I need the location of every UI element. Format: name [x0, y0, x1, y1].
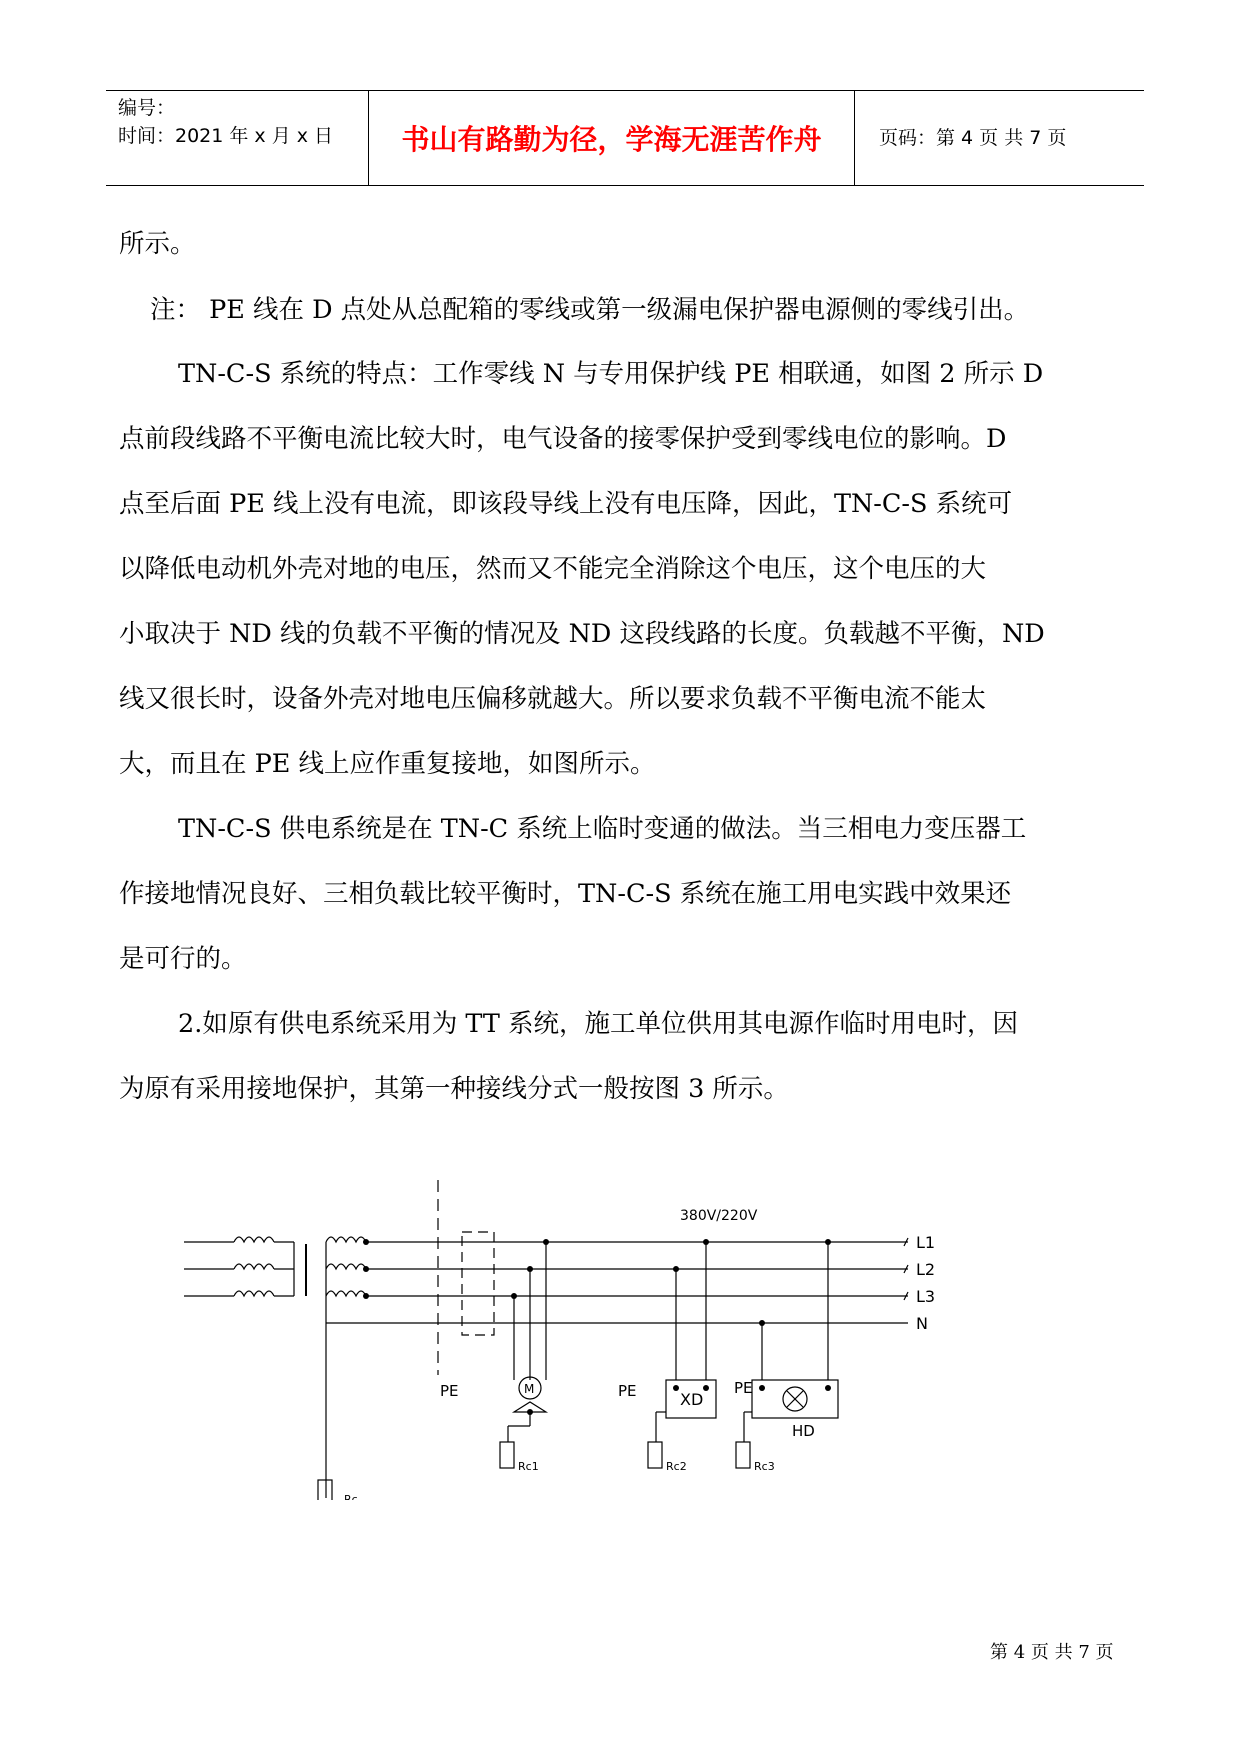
line-label-l1: L1 [916, 1233, 936, 1252]
wiring-diagram-svg [178, 1180, 968, 1500]
ground-label-rc: Rc [344, 1493, 358, 1500]
text-line: 2.如原有供电系统采用为 TT 系统，施工单位供用其电源作临时用电时，因 [178, 1009, 1019, 1039]
tt-wiring-diagram [178, 1180, 968, 1500]
distribution-box-label: XD [680, 1390, 704, 1409]
text-line: 作接地情况良好、三相负载比较平衡时，TN-C-S 系统在施工用电实践中效果还 [119, 879, 1012, 909]
pe-label-box: PE [618, 1382, 637, 1400]
line-label-n: N [916, 1314, 928, 1333]
text-line: 大，而且在 PE 线上应作重复接地，如图所示。 [119, 749, 656, 779]
voltage-label: 380V/220V [680, 1208, 758, 1224]
lamp-label: HD [792, 1422, 815, 1440]
text-line: 为原有采用接地保护，其第一种接线分式一般按图 3 所示。 [119, 1074, 789, 1104]
note-line: 注： PE 线在 D 点处从总配箱的零线或第一级漏电保护器电源侧的零线引出。 [150, 295, 1030, 325]
text-line: TN-C-S 系统的特点：工作零线 N 与专用保护线 PE 相联通，如图 2 所示 D [178, 359, 1044, 389]
header-motto: 书山有路勤为径，学海无涯苦作舟 [401, 123, 822, 156]
text-line: 是可行的。 [119, 944, 247, 974]
header-page-label: 页码：第 4 页 共 7 页 [879, 127, 1067, 149]
text-line: 以降低电动机外壳对地的电压，然而又不能完全消除这个电压，这个电压的大 [119, 554, 987, 584]
document-time-label: 时间：2021 年 x 月 x 日 [118, 125, 334, 147]
text-line: 线又很长时，设备外壳对地电压偏移就越大。所以要求负载不平衡电流不能太 [119, 684, 987, 714]
header-page-cell [855, 91, 1144, 185]
pe-label-motor: PE [440, 1382, 459, 1400]
ground-label-rc1: Rc1 [518, 1460, 539, 1473]
pe-label-lamp: PE [734, 1379, 753, 1397]
text-line: 点前段线路不平衡电流比较大时，电气设备的接零保护受到零线电位的影响。D [119, 424, 1007, 454]
document-header [106, 90, 1144, 186]
text-line: 小取决于 ND 线的负载不平衡的情况及 ND 这段线路的长度。负载越不平衡，ND [119, 619, 1045, 649]
text-line: 点至后面 PE 线上没有电流，即该段导线上没有电压降，因此，TN-C-S 系统可 [119, 489, 1013, 519]
header-motto-cell [369, 91, 855, 185]
ground-label-rc2: Rc2 [666, 1460, 687, 1473]
motor-symbol-label: M [524, 1382, 535, 1396]
line-label-l2: L2 [916, 1260, 936, 1279]
text-line: 所示。 [119, 229, 196, 259]
text-line: TN-C-S 供电系统是在 TN-C 系统上临时变通的做法。当三相电力变压器工 [178, 814, 1027, 844]
ground-label-rc3: Rc3 [754, 1460, 775, 1473]
line-label-l3: L3 [916, 1287, 936, 1306]
header-meta-cell [106, 91, 369, 185]
document-number-label: 编号： [118, 97, 176, 119]
footer-page-number: 第 4 页 共 7 页 [990, 1642, 1114, 1663]
